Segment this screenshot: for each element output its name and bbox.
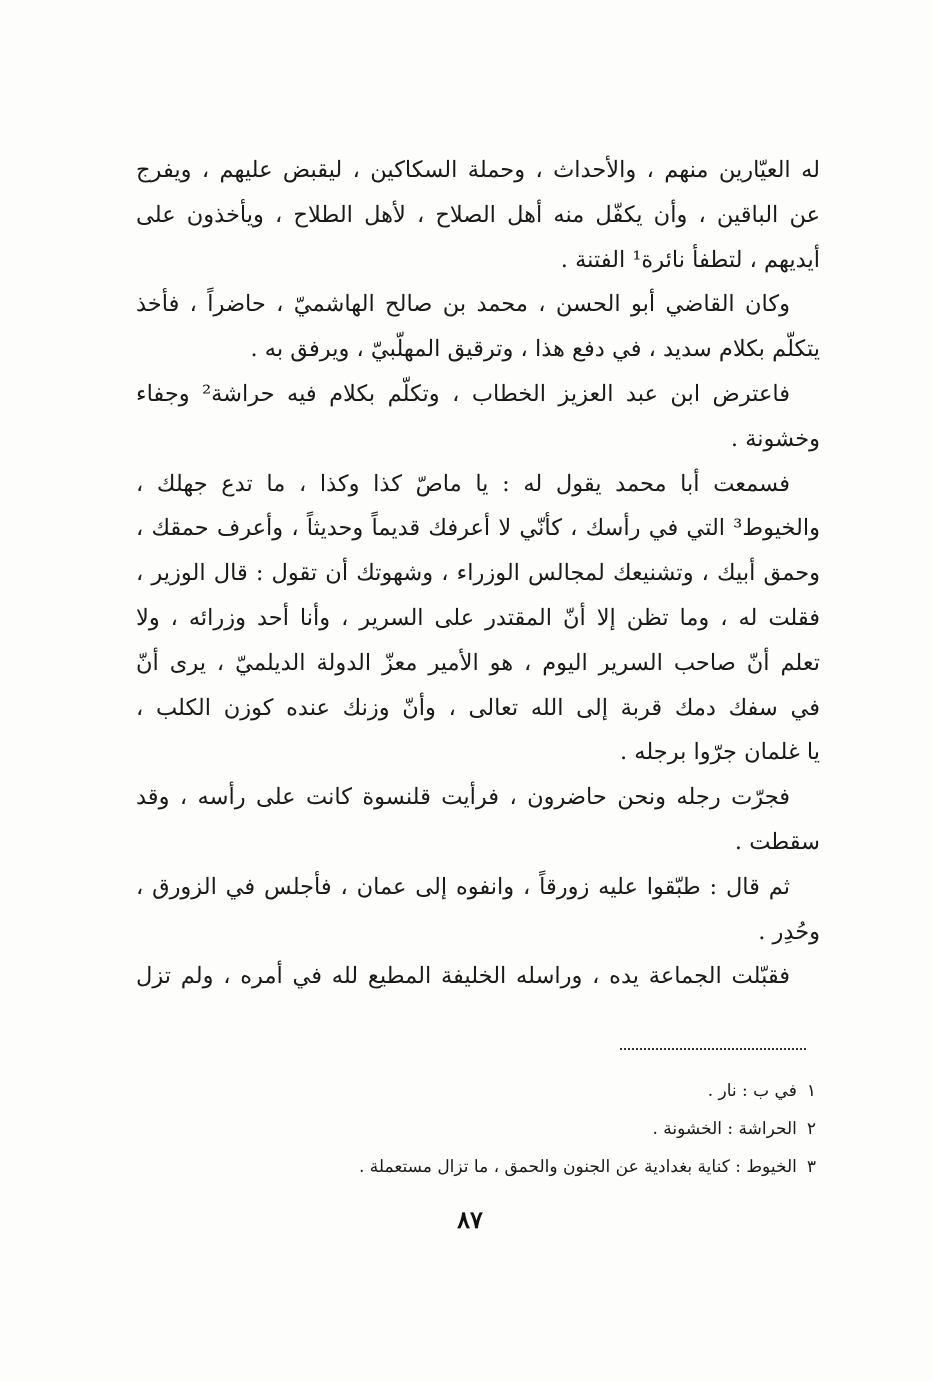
footnote — [136, 1148, 816, 1186]
footnote-number: ١ — [806, 1081, 816, 1101]
text-line: سقطت . — [734, 828, 820, 855]
text-line: ثم قال : طبّقوا عليه زورقاً ، وانفوه إلى عمان ، فأجلس في الزورق ، — [136, 873, 790, 900]
page-number: ٨٧ — [457, 1205, 483, 1234]
text-line: فقبّلت الجماعة يده ، وراسله الخليفة المطيع لله في أمره ، ولم تزل — [136, 963, 790, 990]
footnote-number: ٣ — [806, 1157, 816, 1177]
text-line: يتكلّم بكلام سديد ، في دفع هذا ، وترقيق المهلّبيّ ، ويرفق به . — [250, 336, 820, 363]
footnote-text: الخيوط : كناية بغدادية عن الجنون والحمق ، ما تزال مستعملة . — [358, 1157, 797, 1177]
text-line: فسمعت أبا محمد يقول له : يا ماصّ كذا وكذا ، ما تدع جهلك ، — [136, 470, 790, 497]
text-line: له العيّارين منهم ، والأحداث ، وحملة السكاكين ، ليقبض عليهم ، ويفرج — [136, 157, 820, 183]
text-line: والخيوط³ التي في رأسك ، كأنّي لا أعرفك قديماً وحديثاً ، وأعرف حمقك ، — [136, 515, 820, 542]
text-line: فجرّت رجله ونحن حاضرون ، فرأيت قلنسوة كانت على رأسه ، وقد — [136, 784, 790, 811]
footnote-text: الحراشة : الخشونة . — [652, 1119, 797, 1139]
text-line: وخشونة . — [730, 425, 820, 452]
text-line: فاعترض ابن عبد العزيز الخطاب ، وتكلّم بكلام فيه حراشة² وجفاء — [136, 380, 790, 407]
text-line: فقلت له ، وما تظن إلا أنّ المقتدر على السرير ، وأنا أحد وزرائه ، ولا — [136, 604, 820, 631]
text-line: وحمق أبيك ، وتشنيعك لمجالس الوزراء ، وشهوتك أن تقول : قال الوزير ، — [136, 560, 820, 587]
text-line: في سفك دمك قربة إلى الله تعالى ، وأنّ وزنك عنده كوزن الكلب ، — [136, 694, 820, 721]
footnote — [136, 1110, 816, 1148]
footnote-number: ٢ — [806, 1119, 816, 1139]
text-line: يا غلمان جرّوا برجله . — [619, 739, 820, 766]
footnote-text: في ب : نار . — [707, 1081, 797, 1101]
footnotes — [136, 1072, 816, 1186]
main-text — [136, 148, 820, 999]
text-line: عن الباقين ، وأن يكفّل منه أهل الصلاح ، لأهل الطلاح ، ويأخذون على — [136, 201, 820, 228]
footnote-separator — [620, 1048, 806, 1050]
text-line: تعلم أنّ صاحب السرير اليوم ، هو الأمير معزّ الدولة الديلميّ ، يرى أنّ — [136, 649, 820, 676]
footnote — [136, 1072, 816, 1110]
text-line: وكان القاضي أبو الحسن ، محمد بن صالح الهاشميّ ، حاضراً ، فأخذ — [136, 291, 790, 318]
text-line: وحُدِر . — [758, 918, 820, 945]
text-line: أيديهم ، لتطفأ نائرة¹ الفتنة . — [560, 246, 820, 273]
